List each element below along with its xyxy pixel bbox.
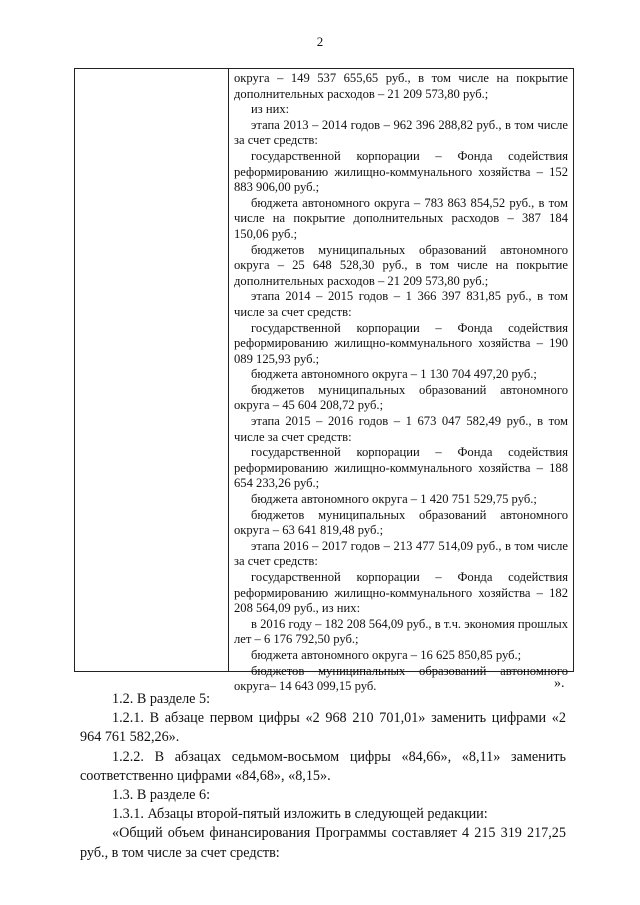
table-line: бюджетов муниципальных образований автономного округа – 25 648 528,30 руб., в том числе на покрытие дополнительных расходов – 21 209 573,80 руб.;: [234, 242, 568, 288]
table-line: бюджета автономного округа – 1 130 704 497,20 руб.;: [251, 367, 537, 382]
table-line: в 2016 году – 182 208 564,09 руб., в т.ч. экономия прошлых лет – 6 176 792,50 руб.;: [234, 616, 568, 647]
body-text: [80, 690, 566, 863]
paragraph: «Общий объем финансирования Программы составляет 4 215 319 217,25 руб., в том числе за счет средств:: [80, 825, 566, 861]
paragraph: 1.2. В разделе 5:: [112, 691, 211, 707]
table-line: бюджетов муниципальных образований автономного округа – 45 604 208,72 руб.;: [234, 382, 568, 413]
table-line: бюджетов муниципальных образований автономного округа – 63 641 819,48 руб.;: [234, 507, 568, 538]
table-line: из них:: [251, 102, 290, 117]
table-line: этапа 2014 – 2015 годов – 1 366 397 831,85 руб., в том числе за счет средств:: [234, 289, 568, 319]
page-number: 2: [316, 34, 324, 49]
table-line: этапа 2013 – 2014 годов – 962 396 288,82 руб., в том числе за счет средств:: [234, 117, 568, 148]
table-line: государственной корпорации – Фонда содействия реформированию жилищно-коммунального хозяйства – 188 654 233,26 руб.;: [234, 445, 568, 491]
table-line: этапа 2015 – 2016 годов – 1 673 047 582,49 руб., в том числе за счет средств:: [234, 414, 568, 444]
table-line: бюджета автономного округа – 1 420 751 529,75 руб.;: [251, 492, 537, 507]
table-line: бюджетов муниципальных образований автономного округа– 14 643 099,15 руб.: [234, 663, 568, 694]
paragraph: 1.2.1. В абзаце первом цифры «2 968 210 701,01» заменить цифрами «2 964 761 582,26».: [80, 710, 566, 746]
paragraph: 1.2.2. В абзацах седьмом-восьмом цифры «84,66», «8,11» заменить соответственно цифрами «84,68», «8,15».: [80, 748, 566, 784]
table-line: этапа 2016 – 2017 годов – 213 477 514,09 руб., в том числе за счет средств:: [234, 538, 568, 569]
table-line: государственной корпорации – Фонда содействия реформированию жилищно-коммунального хозяйства – 152 883 906,00 руб.;: [234, 148, 568, 195]
table-right-cell: [229, 69, 573, 694]
paragraph: 1.3.1. Абзацы второй-пятый изложить в следующей редакции:: [112, 806, 488, 823]
closing-quote: ».: [554, 676, 565, 691]
table-line: бюджета автономного округа – 16 625 850,85 руб.;: [251, 647, 522, 662]
table-line: государственной корпорации – Фонда содействия реформированию жилищно-коммунального хозяйства – 182 208 564,09 руб., из них:: [234, 570, 568, 616]
table-line: округа – 149 537 655,65 руб., в том числе на покрытие дополнительных расходов – 21 209 573,80 руб.;: [234, 71, 568, 101]
table-line: государственной корпорации – Фонда содействия реформированию жилищно-коммунального хозяйства – 190 089 125,93 руб.;: [234, 320, 568, 366]
financing-table: [74, 68, 574, 694]
table-left-cell: [75, 69, 229, 671]
table-line: бюджета автономного округа – 783 863 854,52 руб., в том числе на покрытие дополнительных расходов – 387 184 150,06 руб.;: [234, 195, 568, 241]
paragraph: 1.3. В разделе 6:: [112, 787, 211, 804]
